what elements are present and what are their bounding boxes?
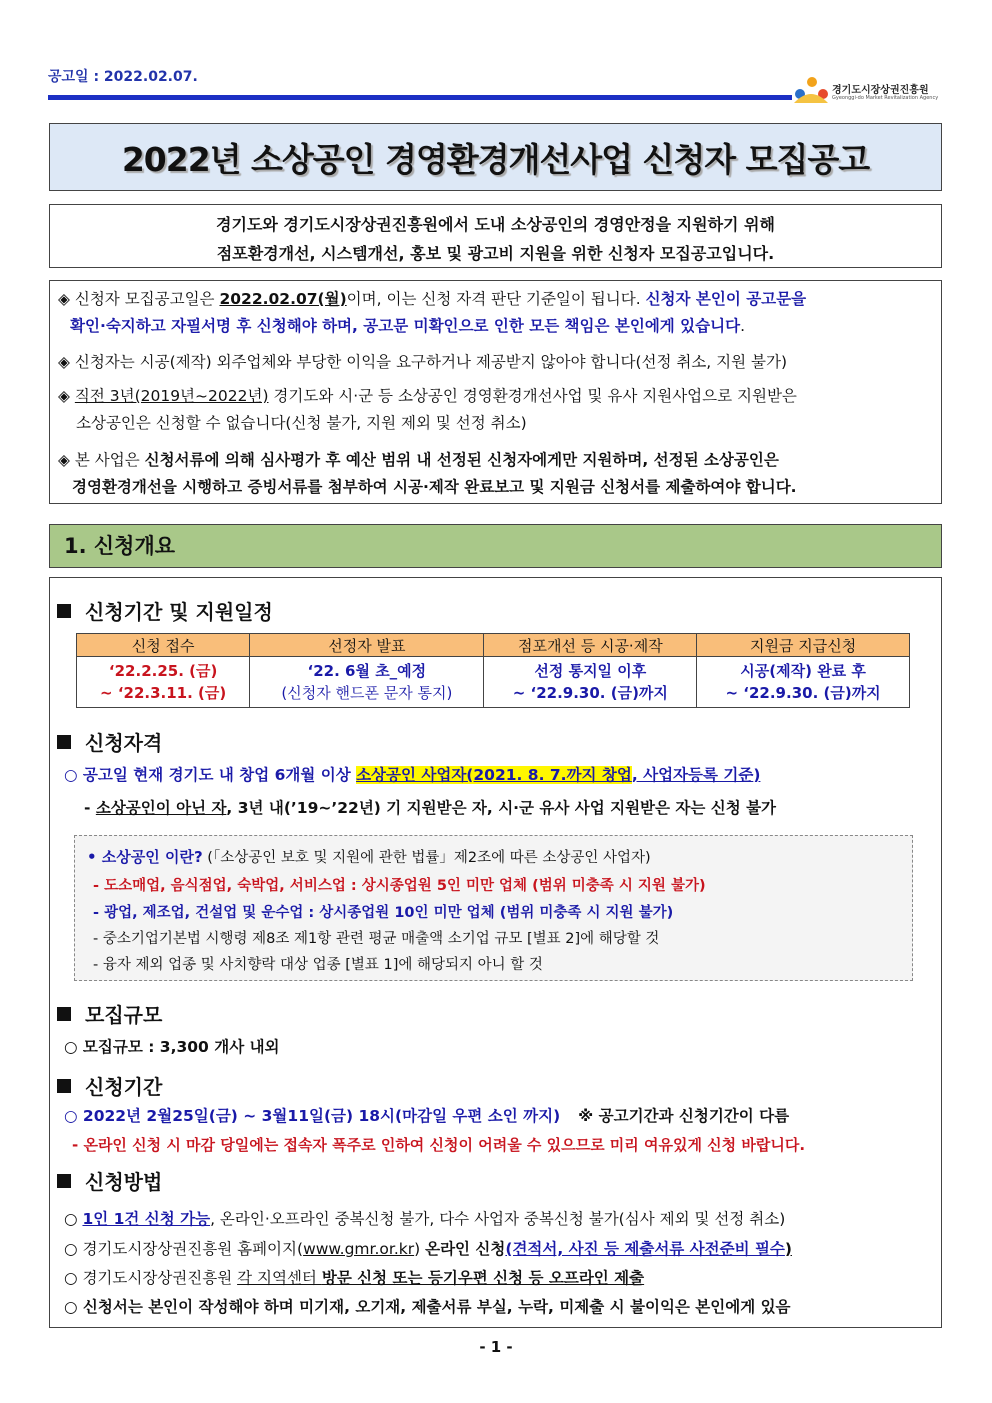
square-bullet-icon bbox=[57, 1079, 71, 1093]
notice-4: ◈ 본 사업은 신청서류에 의해 심사평가 후 예산 범위 내 선정된 신청자에게만 지원하며, 선정된 소상공인은 경영환경개선을 시행하고 증빙서류를 첨부하여 시공·제작 완료보고 및 지원금 신청서를 제출하여야 합니다. bbox=[58, 451, 797, 496]
schedule-col-header: 지원금 지급신청 bbox=[697, 634, 910, 657]
page-number: - 1 - bbox=[479, 1338, 513, 1356]
period-line-1: ○ 2022년 2월25일(금) ~ 3월11일(금) 18시(마감일 우편 소인 까지) ※ 공고기간과 신청기간이 다름 bbox=[64, 1107, 790, 1125]
intro-box bbox=[49, 204, 942, 268]
method-line-2: ○ 경기도시장상권진흥원 홈페이지(www.gmr.or.kr) 온라인 신청(견적서, 사진 등 제출서류 사전준비 필수) bbox=[64, 1240, 792, 1258]
schedule-cell: 시공(제작) 완료 후 ~ ‘22.9.30. (금)까지 bbox=[697, 657, 910, 708]
schedule-cell: 선정 통지일 이후 ~ ‘22.9.30. (금)까지 bbox=[484, 657, 697, 708]
agency-logo-icon bbox=[792, 75, 830, 105]
eligibility-line-2: - 소상공인이 아닌 자, 3년 내(’19~’22년) 기 지원받은 자, 시·군 유사 사업 지원받은 자는 신청 불가 bbox=[84, 799, 777, 817]
eligibility-heading: 신청자격 bbox=[57, 727, 162, 756]
schedule-col-header: 선정자 발표 bbox=[250, 634, 484, 657]
notice-date: 공고일 : 2022.02.07. bbox=[48, 69, 198, 85]
schedule-col-header: 점포개선 등 시공·제작 bbox=[484, 634, 697, 657]
period-warning: - 온라인 신청 시 마감 당일에는 접속자 폭주로 인하여 신청이 어려울 수 있으므로 미리 여유있게 신청 바랍니다. bbox=[72, 1136, 806, 1154]
header-rule bbox=[48, 95, 792, 100]
schedule-col-header: 신청 접수 bbox=[77, 634, 250, 657]
intro-line-2: 점포환경개선, 시스템개선, 홍보 및 광고비 지원을 위한 신청자 모집공고입니다. bbox=[216, 244, 775, 263]
square-bullet-icon bbox=[57, 1174, 71, 1188]
period-heading: 신청기간 bbox=[57, 1071, 162, 1100]
method-heading: 신청방법 bbox=[57, 1166, 162, 1195]
schedule-cell: ‘22. 6월 초_예정 (신청자 핸드폰 문자 통지) bbox=[250, 657, 484, 708]
logo-subtitle: Gyeonggi-do Market Revitalization Agency bbox=[832, 95, 939, 101]
scale-line: ○ 모집규모 : 3,300 개사 내외 bbox=[64, 1038, 280, 1056]
square-bullet-icon bbox=[57, 735, 71, 749]
notice-box bbox=[49, 280, 942, 504]
scale-heading: 모집규모 bbox=[57, 999, 162, 1028]
page-title-box bbox=[49, 123, 942, 191]
definition-item: - 광업, 제조업, 건설업 및 운수업 : 상시종업원 10인 미만 업체 (범위 미충족 시 지원 불가) bbox=[93, 905, 674, 921]
logo-name: 경기도시장상권진흥원 bbox=[832, 85, 929, 96]
schedule-cell: ‘22.2.25. (금) ~ ‘22.3.11. (금) bbox=[77, 657, 250, 708]
definition-title: • 소상공인 이란? (「소상공인 보호 및 지원에 관한 법률」제2조에 따른 소상공인 사업자) bbox=[87, 848, 651, 866]
agency-logo bbox=[792, 75, 952, 109]
intro-line-1: 경기도와 경기도시장상권진흥원에서 도내 소상공인의 경영안정을 지원하기 위해 bbox=[216, 215, 775, 234]
square-bullet-icon bbox=[57, 1007, 71, 1021]
schedule-table bbox=[76, 633, 910, 708]
square-bullet-icon bbox=[57, 604, 71, 618]
homepage-link[interactable]: www.gmr.or.kr bbox=[303, 1240, 415, 1258]
eligibility-line-1: ○ 공고일 현재 경기도 내 창업 6개월 이상 소상공인 사업자(2021. 8. 7.까지 창업, 사업자등록 기준) bbox=[64, 766, 761, 784]
section-heading: 1. 신청개요 bbox=[49, 524, 942, 568]
method-line-1: ○ 1인 1건 신청 가능, 온라인·오프라인 중복신청 불가, 다수 사업자 중복신청 불가(심사 제외 및 선정 취소) bbox=[64, 1210, 786, 1228]
method-line-4: ○ 신청서는 본인이 작성해야 하며 미기재, 오기재, 제출서류 부실, 누락, 미제출 시 불이익은 본인에게 있음 bbox=[64, 1298, 791, 1316]
small-business-definition-box bbox=[74, 835, 913, 981]
method-line-3: ○ 경기도시장상권진흥원 각 지역센터 방문 신청 또는 등기우편 신청 등 오프라인 제출 bbox=[64, 1269, 645, 1287]
page-title: 2022년 소상공인 경영환경개선사업 신청자 모집공고 bbox=[121, 139, 870, 179]
notice-3: ◈ 직전 3년(2019년~2022년) 경기도와 시·군 등 소상공인 경영환경개선사업 및 유사 지원사업으로 지원받은 소상공인은 신청할 수 없습니다(신청 불가, 지원 제외 및 선정 취소) bbox=[58, 387, 797, 432]
definition-item: - 중소기업기본법 시행령 제8조 제1항 관련 평균 매출액 소기업 규모 [별표 2]에 해당할 것 bbox=[93, 931, 660, 947]
definition-item: - 융자 제외 업종 및 사치향락 대상 업종 [별표 1]에 해당되지 아니 할 것 bbox=[93, 957, 543, 973]
notice-1: ◈ 신청자 모집공고일은 2022.02.07(월)이며, 이는 신청 자격 판단 기준일이 됩니다. 신청자 본인이 공고문을 확인·숙지하고 자필서명 후 신청해야 하며, 공고문 미확인으로 인한 모든 책임은 본인에게 있습니다. bbox=[58, 290, 807, 335]
notice-2: ◈ 신청자는 시공(제작) 외주업체와 부당한 이익을 요구하거나 제공받지 않아야 합니다(선정 취소, 지원 불가) bbox=[58, 353, 788, 371]
schedule-heading: 신청기간 및 지원일정 bbox=[57, 596, 273, 625]
definition-item: - 도소매업, 음식점업, 숙박업, 서비스업 : 상시종업원 5인 미만 업체 (범위 미충족 시 지원 불가) bbox=[93, 878, 706, 894]
